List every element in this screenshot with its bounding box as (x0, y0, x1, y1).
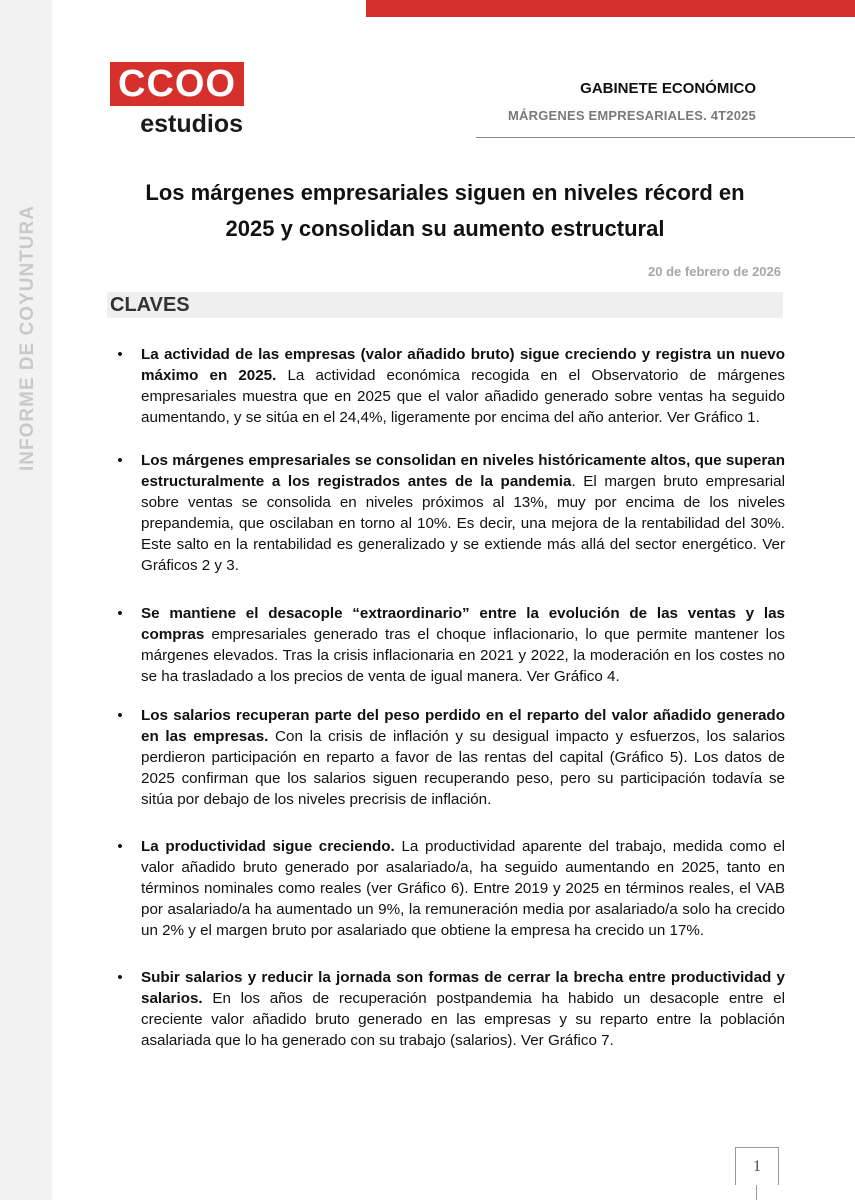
top-red-bar (366, 0, 855, 17)
bullet-marker: • (117, 346, 123, 363)
header (508, 80, 756, 123)
bullet-marker: • (117, 452, 123, 469)
title-line-2: 2025 y consolidan su aumento estructural (225, 216, 665, 241)
list-item (117, 705, 785, 810)
list-item-lead: Se mantiene el desacople “extraordinario” entre la evolución de las ventas y las compras (141, 605, 785, 643)
title-line-1: Los márgenes empresariales siguen en niveles récord en (145, 180, 745, 205)
list-item (117, 344, 785, 428)
list-item-lead: Los márgenes empresariales se consolidan en niveles históricamente altos, que superan estructuralmente a los registrados antes de la pandemia (141, 452, 785, 490)
page-number-box (735, 1147, 779, 1185)
ccoo-logo (110, 62, 244, 139)
bullet-marker: • (117, 707, 123, 724)
list-item-text: La actividad económica recogida en el Observatorio de márgenes empresariales muestra que en 2025 que el valor añadido generado sobre ventas ha seguido aumentando, y se sitúa en el 24,4%, ligeramente por encima del año anterior. Ver Gráfico 1. (141, 367, 785, 426)
bullet-marker: • (117, 838, 123, 855)
list-item-text: La productividad aparente del trabajo, medida como el valor añadido bruto generado por asalariado/a, ha seguido aumentando en 2025, tanto en términos nominales como reales (ver Gráfico 6). Entre 2019 y 2025 en términos reales, el VAB por asalariado/a ha aumentado un 9%, la remuneración media por asalariado/a solo ha crecido un 2% y el margen bruto por asalariado que obtiene la empresa ha crecido un 17%. (141, 838, 786, 939)
list-item-text: En los años de recuperación postpandemia ha habido un desacople entre el creciente valor añadido bruto generado en las empresas y su reparto entre la población asalariada que lo ha generado con su trabajo (salarios). Ver Gráfico 7. (141, 990, 785, 1049)
logo-subtitle: estudios (140, 110, 243, 138)
bullet-marker: • (117, 969, 123, 986)
section-heading: CLAVES (110, 294, 190, 316)
side-band (0, 0, 52, 1200)
publication-date: 20 de febrero de 2026 (648, 264, 781, 279)
logo-mark-box (110, 62, 244, 106)
header-title: GABINETE ECONÓMICO (580, 80, 756, 97)
list-item-text: . El margen bruto empresarial sobre ventas se consolida en niveles próximos al 13%, muy por encima de los niveles prepandemia, que oscilaban en torno al 10%. Es decir, una mejora de la rentabilidad del 30%. Este salto en la rentabilidad es generalizado y se extiende más allá del sector energético. Ver Gráficos 2 y 3. (141, 473, 785, 574)
section-heading-bar (107, 292, 783, 318)
list-item-lead: Los salarios recuperan parte del peso perdido en el reparto del valor añadido generado en las empresas. (141, 707, 785, 745)
list-item-text: Con la crisis de inflación y su desigual impacto y esfuerzos, los salarios perdieron participación en reparto a favor de las rentas del capital (Gráfico 5). Los datos de 2025 confirman que los salarios siguen recuperando peso, pero su participación todavía se sitúa por debajo de los niveles precrisis de inflación. (141, 728, 785, 808)
header-rule (476, 137, 855, 138)
list-item-lead: Subir salarios y reducir la jornada son formas de cerrar la brecha entre productividad y salarios. (141, 969, 785, 1007)
list-item (117, 603, 785, 687)
bullet-marker: • (117, 605, 123, 622)
page-number: 1 (753, 1157, 761, 1175)
list-item-lead: La productividad sigue creciendo. (141, 838, 395, 855)
list-item (117, 967, 785, 1051)
list-item (117, 450, 785, 576)
logo-mark: CCOO (118, 63, 236, 105)
list-item-text: empresariales generado tras el choque inflacionario, lo que permite mantener los márgenes elevados. Tras la crisis inflacionaria en 2021 y 2022, la moderación en los costes no se ha trasladado a los precios de venta de igual manera. Ver Gráfico 4. (141, 626, 785, 685)
list-item-lead: La actividad de las empresas (valor añadido bruto) sigue creciendo y registra un nuevo máximo en 2025. (141, 346, 785, 384)
header-subtitle: MÁRGENES EMPRESARIALES. 4T2025 (507, 108, 756, 123)
side-label: INFORME DE COYUNTURA (17, 205, 38, 471)
list-item (117, 836, 786, 941)
page-title (110, 175, 780, 247)
page-number-stem (756, 1185, 757, 1200)
